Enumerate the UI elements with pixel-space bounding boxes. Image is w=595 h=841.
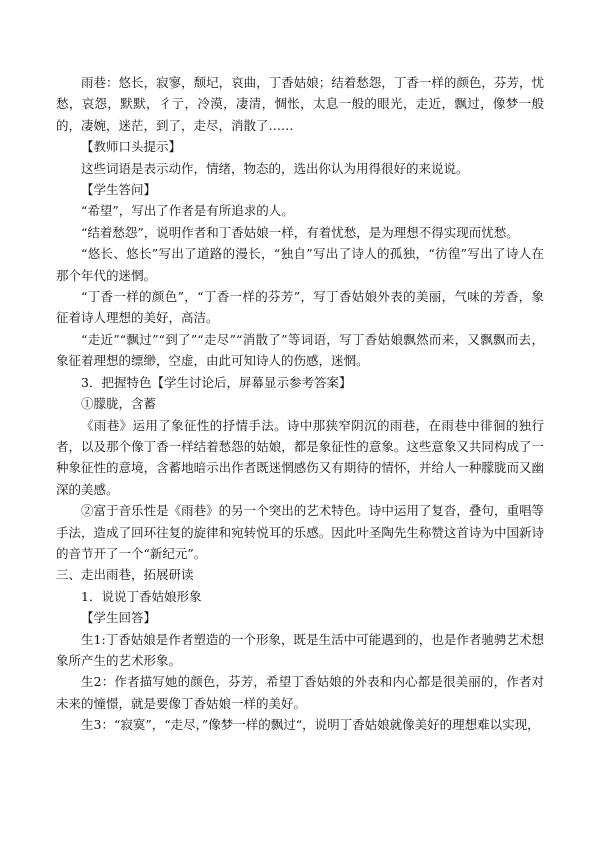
paragraph-lilac-color: “丁香一样的颜色”，“丁香一样的芬芳”，写丁香姑娘外表的美丽，气味的芳香，象征着诗人理想的美好，高洁。 bbox=[56, 289, 544, 326]
paragraph-musicality: ②富于音乐性是《雨巷》的另一个突出的艺术特色。诗中运用了复沓，叠句，重唱等手法，造成了回环往复的旋律和宛转悦耳的乐感。因此叶圣陶先生称赞这首诗为中国新诗的音节开了一个“新纪元”。 bbox=[56, 503, 544, 561]
paragraph-approach: “走近”“飘过”“到了”“走尽”“消散了”等词语，写丁香姑娘飘然而来，又飘飘而去，象征着理想的缥缈，空虚，由此可知诗人的伤感，迷惘。 bbox=[56, 331, 544, 369]
paragraph-keywords: 雨巷：悠长，寂寥，颓圮，哀曲，丁香姑娘；结着愁怨，丁香一样的颜色，芬芳，忧愁，哀怨，默默，彳亍，冷漠，凄清，惆怅，太息一般的眼光，走近，飘过，像梦一般的，凄婉，迷茫，到了，走尽，消散了…… bbox=[56, 75, 544, 133]
paragraph-student-1: 生1:丁香姑娘是作者塑造的一个形象，既是生活中可能遇到的，也是作者驰骋艺术想象所产生的艺术形象。 bbox=[56, 631, 544, 668]
paragraph-teacher-prompt: 这些词语是表示动作，情绪，物态的，选出你认为用得很好的来说说。 bbox=[81, 160, 469, 176]
document-page bbox=[56, 72, 544, 736]
paragraph-sorrow: “结着愁怨”，说明作者和丁香姑娘一样，有着忧愁，是为理想不得实现而忧愁。 bbox=[81, 224, 519, 240]
subheading-hazy: ①朦胧，含蓄 bbox=[81, 396, 157, 412]
section-heading-three: 三、走出雨巷，拓展研读 bbox=[56, 567, 194, 583]
heading-teacher-prompt: 【教师口头提示】 bbox=[81, 139, 182, 155]
paragraph-symbolism: 《雨巷》运用了象征性的抒情手法。诗中那狭窄阴沉的雨巷，在雨巷中徘徊的独行者，以及那个像丁香一样结着愁怨的姑娘，都是象征性的意象。这些意象又共同构成了一种象征性的意境，含蓄地暗示出作者既迷惘感伤又有期待的情怀，并给人一种朦胧而又幽深的美感。 bbox=[56, 417, 544, 497]
heading-features: 3．把握特色【学生讨论后，屏幕显示参考答案】 bbox=[81, 374, 352, 390]
paragraph-student-3: 生3：“寂寞”，“走尽，”像梦一样的飘过“，说明丁香姑娘就像美好的理想难以实现， bbox=[81, 717, 540, 733]
paragraph-long-lane: “悠长、悠长”写出了道路的漫长，“独自”写出了诗人的孤独，“彷徨”写出了诗人在那个年代的迷惘。 bbox=[56, 246, 544, 283]
heading-student-answer: 【学生答问】 bbox=[81, 182, 157, 198]
paragraph-hope: “希望”，写出了作者是有所追求的人。 bbox=[81, 203, 294, 219]
paragraph-student-2: 生2：作者描写她的颜色，芬芳，希望丁香姑娘的外表和内心都是很美丽的，作者对未来的憧憬，就是要像丁香姑娘一样的美好。 bbox=[56, 674, 544, 711]
heading-student-reply: 【学生回答】 bbox=[81, 610, 157, 626]
heading-lilac-image: 1．说说丁香姑娘形象 bbox=[81, 588, 202, 604]
